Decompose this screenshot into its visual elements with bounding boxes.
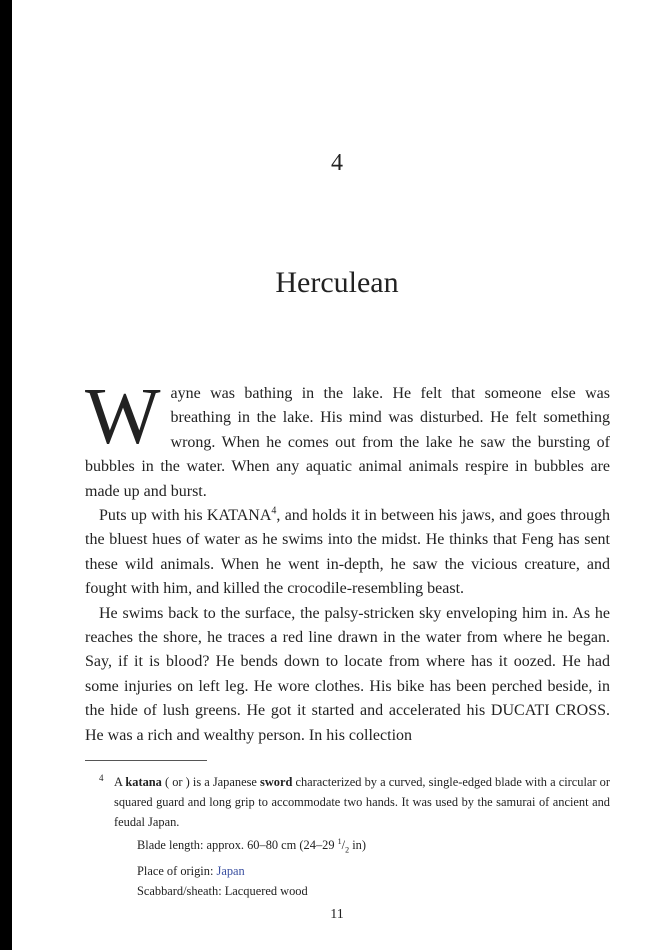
paragraph-1: [85, 373, 610, 504]
origin-label: Place of origin:: [137, 863, 217, 878]
chapter-title: Herculean: [275, 266, 399, 299]
page-edge-bar: [0, 0, 12, 950]
chapter-body: [85, 373, 610, 748]
paragraph-2-text-a: Puts up with his KATANA: [99, 507, 272, 525]
blade-length-frac-den: 2: [345, 845, 350, 855]
footnote-origin: [85, 861, 610, 881]
chapter-number: 4: [331, 150, 343, 176]
paragraph-3: [85, 602, 610, 748]
blade-length-unit: in): [349, 838, 366, 853]
footnote-lead: A: [114, 775, 126, 789]
paragraph-3-text: He swims back to the surface, the palsy-stricken sky enveloping him in. As he reaches the shore, he traces a red line drawn in the water from where he began. Say, if it is blood? He bends down to locate from where has it oozed. He had some injuries on left leg. He wore clothes. His bike has been perched beside, in the hide of lush greens. He got it started and accelerated his DUCATI CROSS. He was a rich and wealthy person. In his collection: [85, 604, 610, 744]
footnote-term-katana: katana: [125, 775, 162, 789]
paragraph-2: [85, 504, 610, 602]
footnote-reference[interactable]: 4: [271, 505, 277, 517]
footnote-scabbard: Scabbard/sheath: Lacquered wood: [137, 883, 308, 898]
footnote-text-1: ( or ) is a Japanese: [161, 775, 260, 789]
blade-length-frac-num: 1: [337, 837, 342, 846]
footnote-divider: [85, 760, 207, 761]
paragraph-2-text-b: , and holds it in between his jaws, and goes through the bluest hues of water as he swims into the midst. He thinks that Feng has sent these wild animals. When he went in-depth, he saw the vicious creature, and fought with him, and killed the crocodile-resembling beast.: [85, 507, 610, 598]
footnote-main: [85, 772, 610, 832]
drop-cap: W: [85, 373, 161, 461]
blade-length-label: Blade length: approx. 60–80 cm (24–29: [137, 838, 335, 853]
footnote-mark: 4: [99, 773, 104, 783]
page-number: 11: [330, 907, 344, 922]
origin-link[interactable]: Japan: [216, 863, 245, 878]
footnote-blade-length: Blade length: approx. 60–80 cm (24–29 $^1/_2$ in): [137, 837, 366, 855]
footnote-term-sword: sword: [260, 775, 293, 789]
footnote: [85, 772, 610, 901]
book-page: [12, 0, 662, 950]
footnote-text-2: characterized by a curved, single-edged blade with a circular or squared guard and long grip to accommodate two hands. It was used by the samurai of ancient and feudal Japan.: [114, 775, 610, 829]
paragraph-1-text: ayne was bathing in the lake. He felt that someone else was breathing in the lake. His mind was disturbed. He felt something wrong. When he comes out from the lake he saw the bursting of bubbles in the water. When any aquatic animal animals respire in bubbles are made up and burst.: [85, 385, 610, 500]
